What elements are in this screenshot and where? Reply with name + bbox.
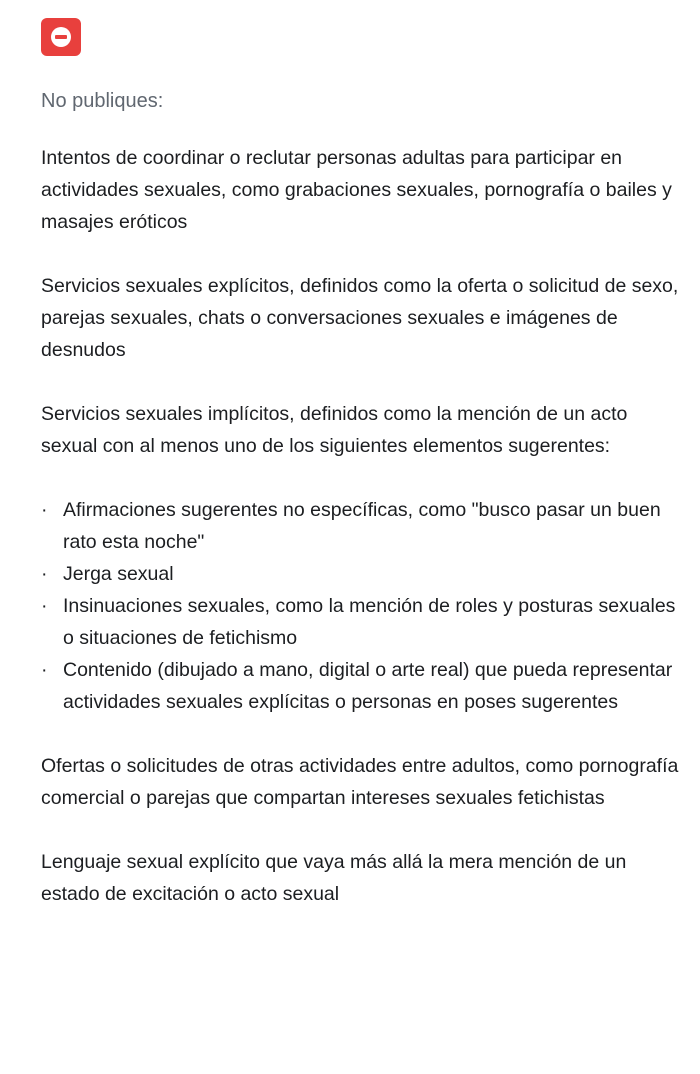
bullet-marker: ·: [41, 659, 48, 681]
list-item-text: Contenido (dibujado a mano, digital o arte real) que pueda representar actividades sexuales explícitas o personas en poses sugerentes: [63, 659, 673, 713]
policy-paragraph: Servicios sexuales implícitos, definidos como la mención de un acto sexual con al menos uno de los siguientes elementos sugerentes:: [41, 403, 628, 457]
list-item: [41, 558, 681, 590]
bullet-marker: ·: [41, 499, 48, 521]
list-item: [41, 654, 681, 718]
list-item-text: Jerga sexual: [63, 563, 174, 585]
policy-content: [41, 18, 681, 910]
policy-paragraph: Ofertas o solicitudes de otras actividades entre adultos, como pornografía comercial o parejas que compartan intereses sexuales fetichistas: [41, 755, 679, 809]
list-item: [41, 494, 681, 558]
section-heading: No publiques:: [41, 90, 164, 112]
list-item-text: Afirmaciones sugerentes no específicas, como "busco pasar un buen rato esta noche": [63, 499, 661, 553]
prohibited-icon-circle: [51, 27, 71, 47]
prohibited-icon-bar: [55, 35, 67, 39]
policy-paragraph: Servicios sexuales explícitos, definidos como la oferta o solicitud de sexo, parejas sexuales, chats o conversaciones sexuales e imágenes de desnudos: [41, 275, 679, 361]
prohibited-icon: [41, 18, 81, 56]
policy-paragraph: Intentos de coordinar o reclutar personas adultas para participar en actividades sexuales, como grabaciones sexuales, pornografía o bailes y masajes eróticos: [41, 147, 672, 233]
suggestive-elements-list: [41, 494, 681, 718]
bullet-marker: ·: [41, 563, 48, 585]
bullet-marker: ·: [41, 595, 48, 617]
list-item-text: Insinuaciones sexuales, como la mención de roles y posturas sexuales o situaciones de fetichismo: [63, 595, 676, 649]
list-item: [41, 590, 681, 654]
policy-paragraph: Lenguaje sexual explícito que vaya más allá la mera mención de un estado de excitación o acto sexual: [41, 851, 627, 905]
